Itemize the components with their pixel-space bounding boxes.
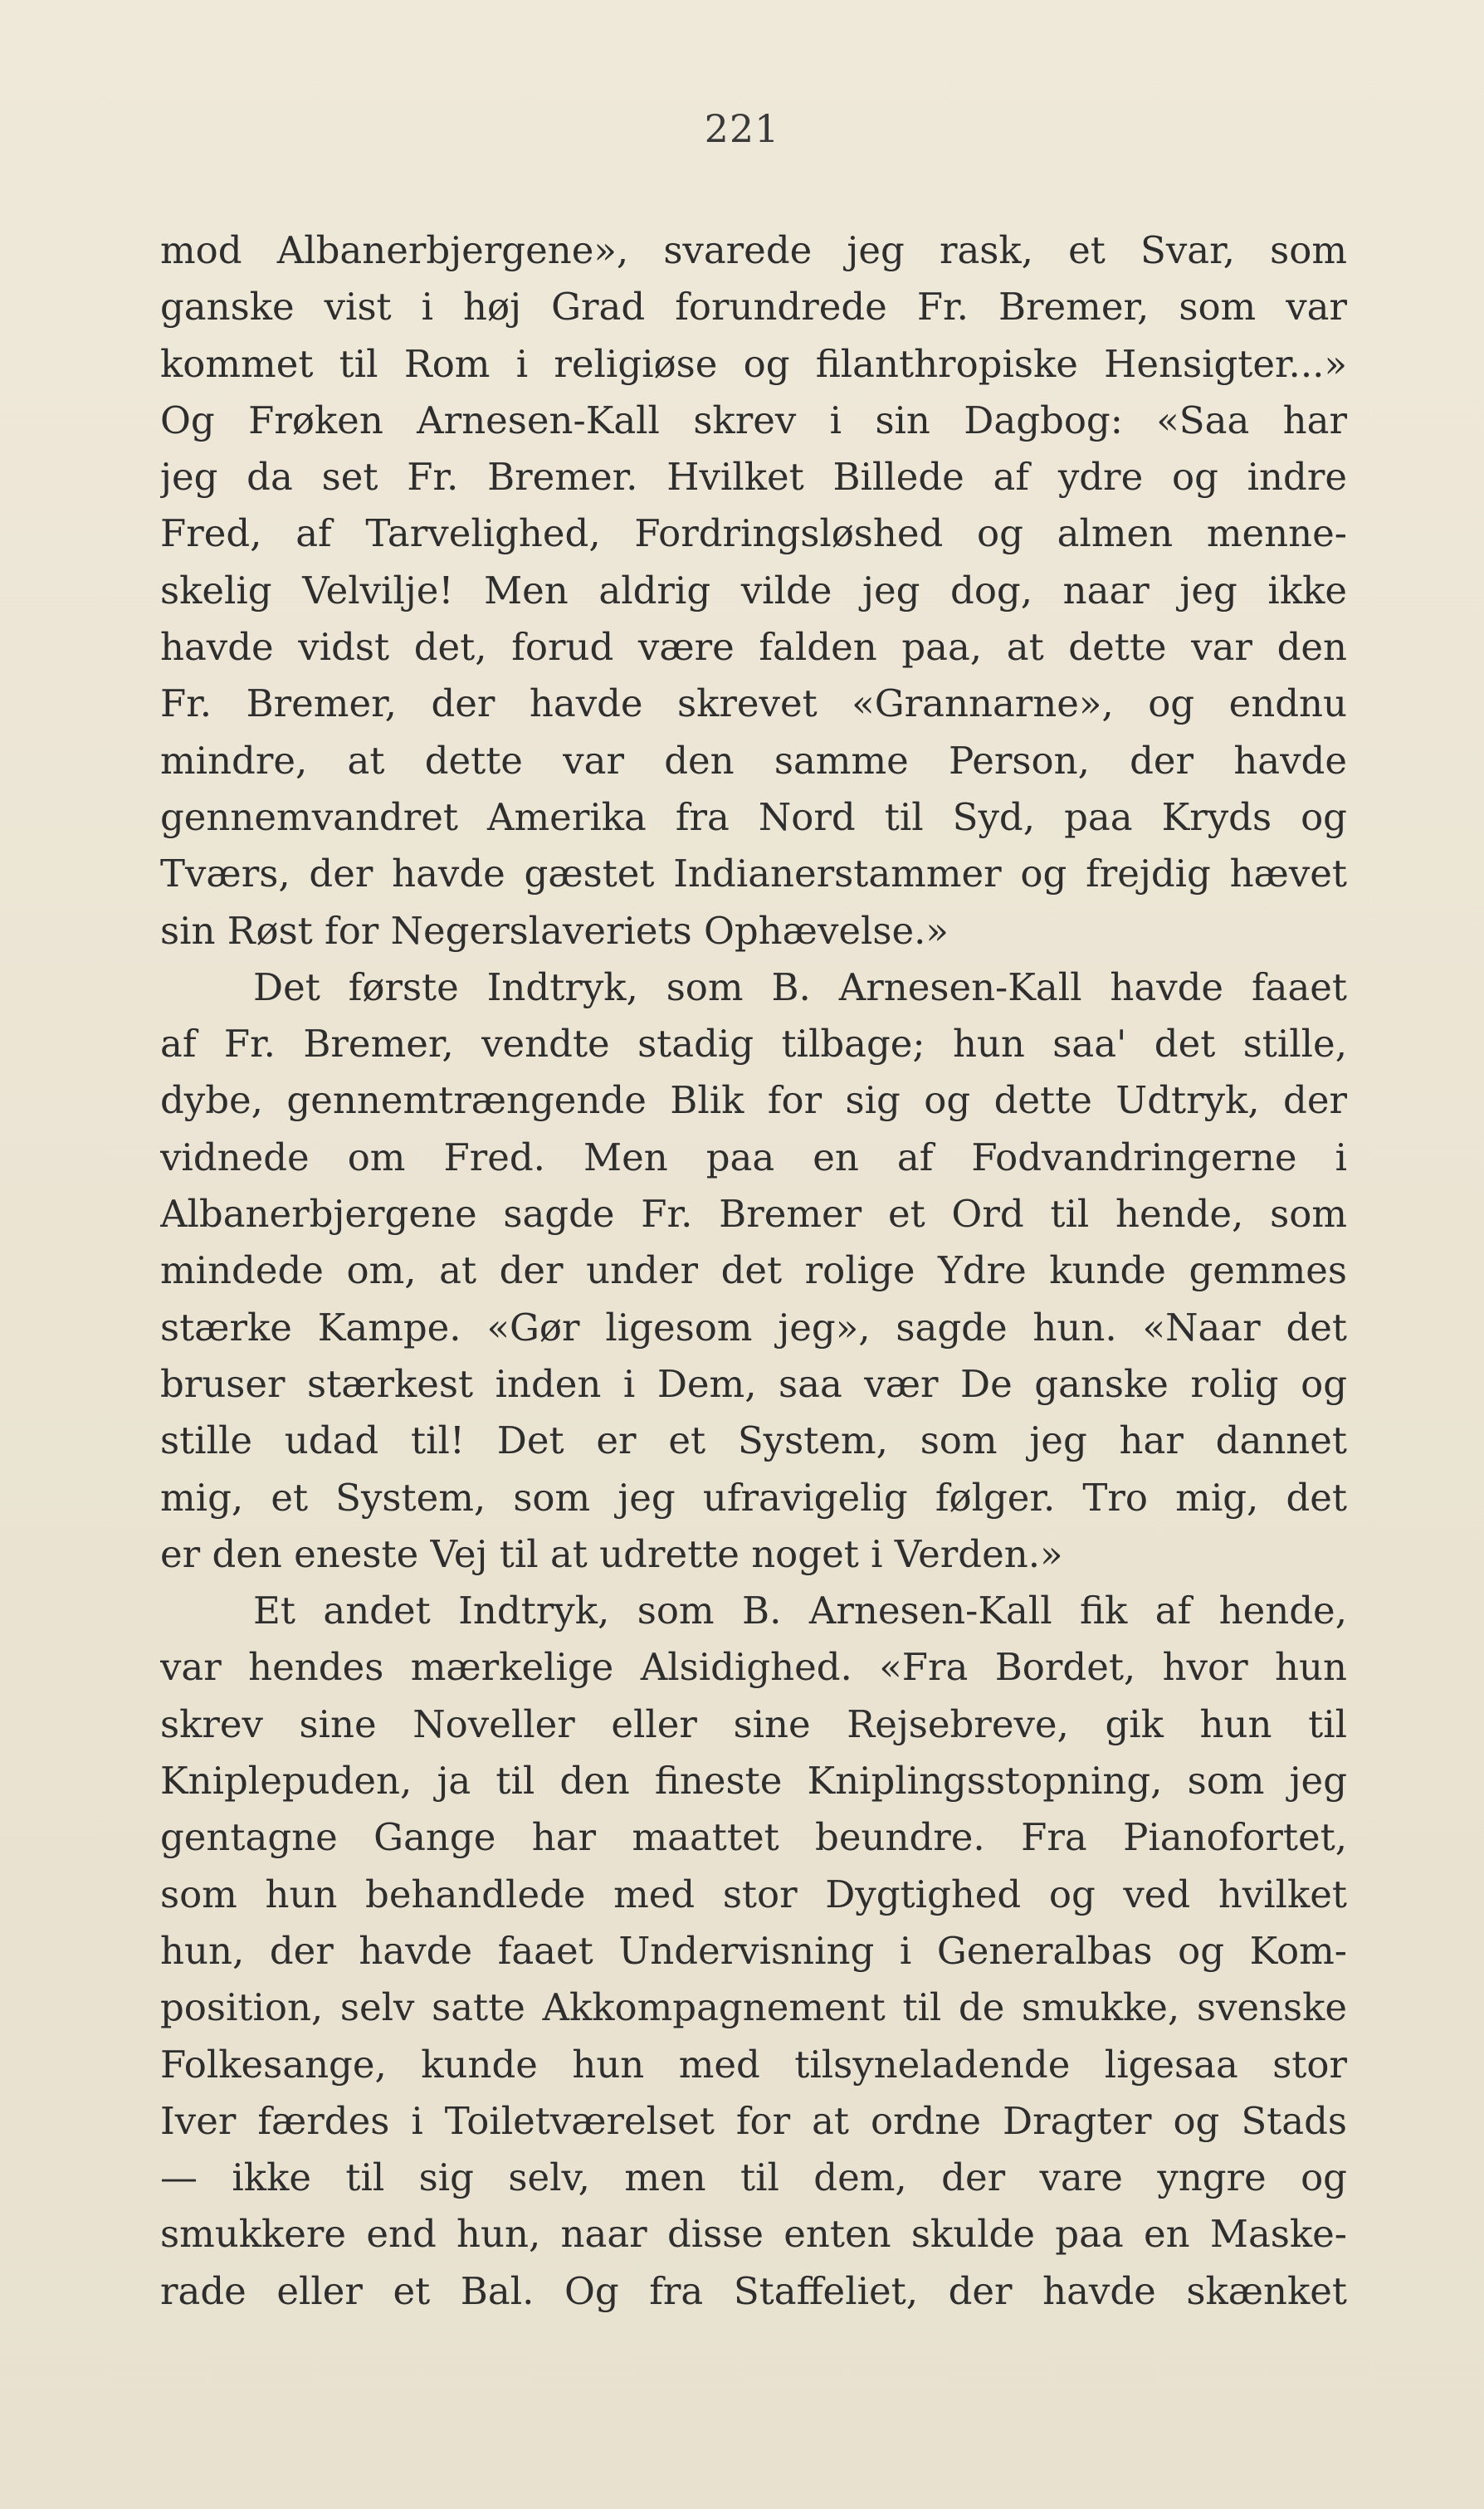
text-line: gennemvandret Amerika fra Nord til Syd, paa Kryds og xyxy=(160,794,1347,839)
text-line: jeg da set Fr. Bremer. Hvilket Billede af ydre og indre xyxy=(160,455,1347,500)
text-line: Albanerbjergene sagde Fr. Bremer et Ord til hende, som xyxy=(160,1192,1347,1237)
text-line: af Fr. Bremer, vendte stadig tilbage; hun saa' det stille, xyxy=(160,1022,1347,1067)
text-line: Fred, af Tarvelighed, Fordringsløshed og almen menne- xyxy=(160,511,1347,556)
text-line: vidnede om Fred. Men paa en af Fodvandringerne i xyxy=(160,1135,1347,1179)
text-line: var hendes mærkelige Alsidighed. «Fra Bordet, hvor hun xyxy=(160,1645,1347,1690)
text-line: dybe, gennemtrængende Blik for sig og dette Udtryk, der xyxy=(160,1078,1347,1123)
text-line: smukkere end hun, naar disse enten skulde paa en Maske- xyxy=(160,2212,1347,2257)
text-line: — ikke til sig selv, men til dem, der vare yngre og xyxy=(160,2155,1347,2200)
text-line: Iver færdes i Toiletværelset for at ordne Dragter og Stads xyxy=(160,2098,1347,2143)
text-line: skrev sine Noveller eller sine Rejsebreve, gik hun til xyxy=(160,1701,1347,1746)
text-line: sin Røst for Negerslaveriets Ophævelse.» xyxy=(160,908,949,953)
text-line: position, selv satte Akkompagnement til de smukke, svenske xyxy=(160,1985,1347,2030)
text-line: Fr. Bremer, der havde skrevet «Grannarne», og endnu xyxy=(160,681,1347,726)
text-line: Det første Indtryk, som B. Arnesen-Kall havde faaet xyxy=(253,964,1347,1009)
text-line: mig, et System, som jeg ufravigelig følger. Tro mig, det xyxy=(160,1475,1347,1520)
text-line: Et andet Indtryk, som B. Arnesen-Kall fik af hende, xyxy=(253,1589,1347,1633)
text-line: havde vidst det, forud være falden paa, at dette var den xyxy=(160,625,1347,670)
text-line: mindede om, at der under det rolige Ydre kunde gemmes xyxy=(160,1248,1347,1293)
page-number: 221 xyxy=(704,106,780,151)
body-text xyxy=(160,222,1347,2320)
text-line: Og Frøken Arnesen-Kall skrev i sin Dagbog: «Saa har xyxy=(160,398,1347,442)
text-line: ganske vist i høj Grad forundrede Fr. Bremer, som var xyxy=(160,285,1347,329)
text-line: kommet til Rom i religiøse og filanthropiske Hensigter...» xyxy=(160,341,1347,386)
text-line: Folkesange, kunde hun med tilsyneladende ligesaa stor xyxy=(160,2042,1347,2087)
text-line: Kniplepuden, ja til den fineste Kniplingsstopning, som jeg xyxy=(160,1759,1347,1804)
text-line: hun, der havde faaet Undervisning i Generalbas og Kom- xyxy=(160,1928,1347,1973)
text-line: mindre, at dette var den samme Person, der havde xyxy=(160,738,1347,783)
text-line: mod Albanerbjergene», svarede jeg rask, et Svar, som xyxy=(160,228,1347,272)
text-line: som hun behandlede med stor Dygtighed og ved hvilket xyxy=(160,1872,1347,1916)
text-line: Tværs, der havde gæstet Indianerstammer og frejdig hævet xyxy=(160,852,1347,896)
text-line: er den eneste Vej til at udrette noget i Verden.» xyxy=(160,1531,1063,1576)
text-line: rade eller et Bal. Og fra Staffeliet, der havde skænket xyxy=(160,2268,1347,2313)
text-line: stærke Kampe. «Gør ligesom jeg», sagde hun. «Naar det xyxy=(160,1305,1347,1350)
text-line: gentagne Gange har maattet beundre. Fra Pianofortet, xyxy=(160,1815,1347,1860)
text-line: bruser stærkest inden i Dem, saa vær De ganske rolig og xyxy=(160,1361,1347,1406)
text-line: skelig Velvilje! Men aldrig vilde jeg dog, naar jeg ikke xyxy=(160,568,1347,613)
text-line: stille udad til! Det er et System, som jeg har dannet xyxy=(160,1418,1347,1463)
